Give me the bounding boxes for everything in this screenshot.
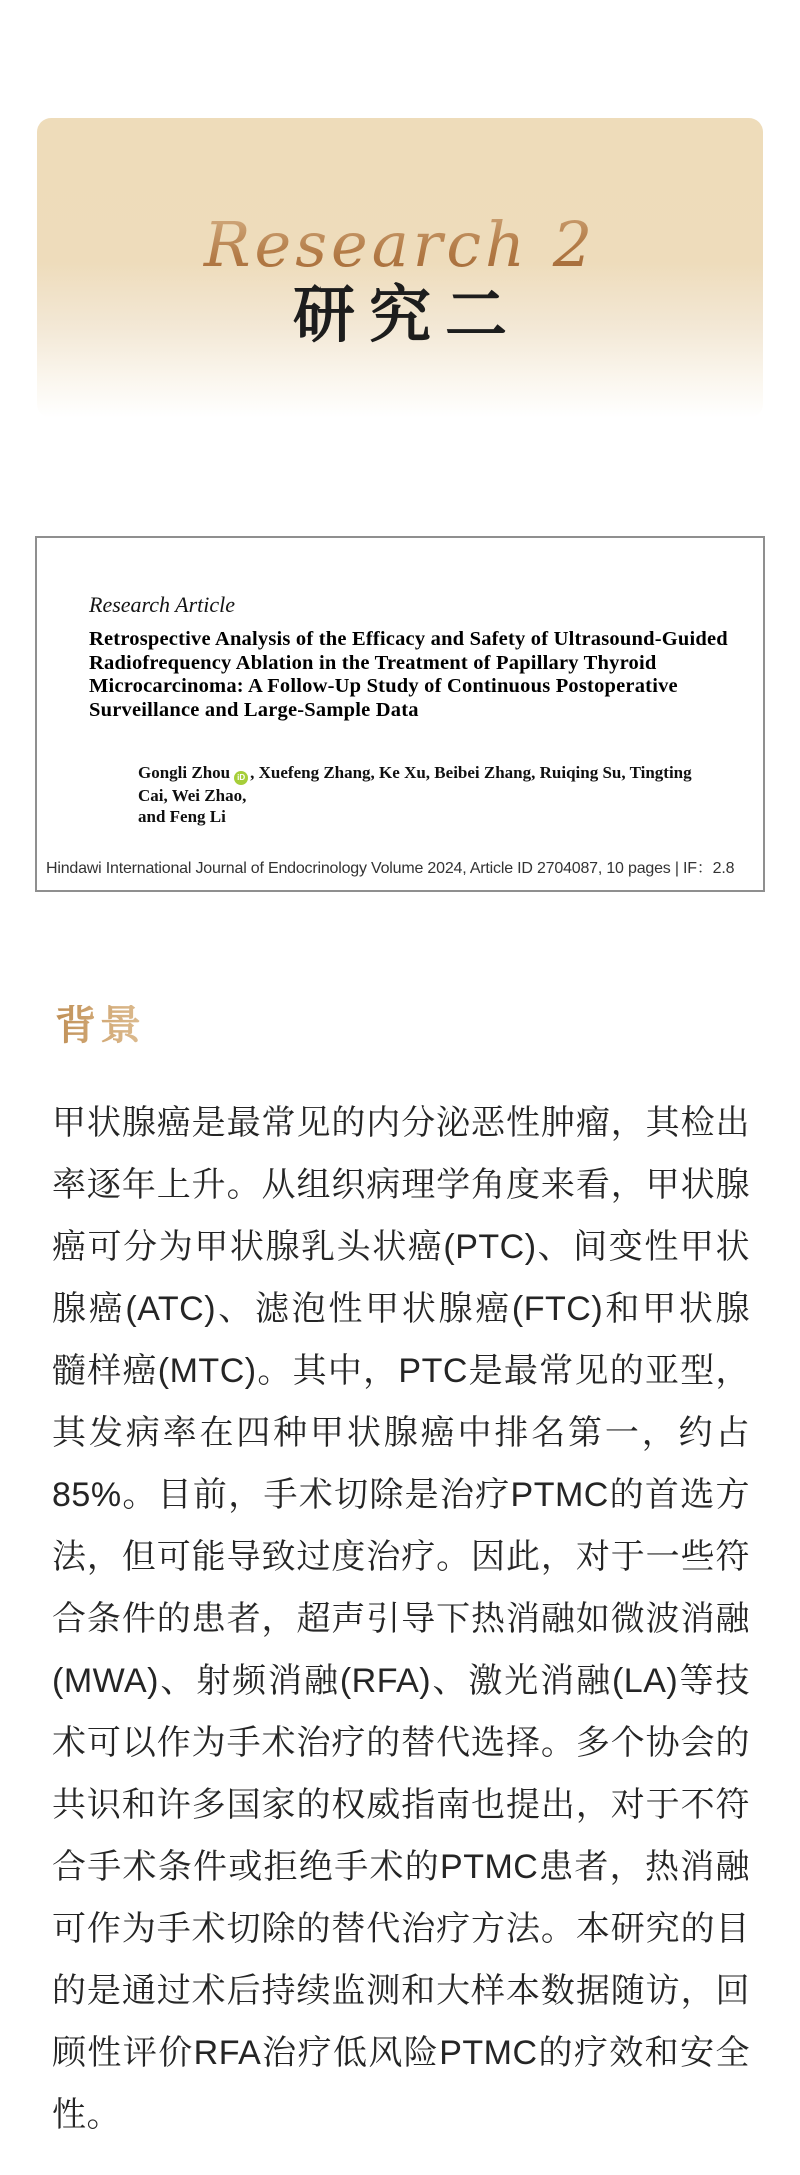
authors-rest: , Xuefeng Zhang, Ke Xu, Beibei Zhang, Ruiqing Su, Tingting Cai, Wei Zhao, (138, 763, 692, 805)
section-heading-background: 背景 (55, 1002, 145, 1048)
authors-line2: and Feng Li (138, 806, 226, 826)
orcid-icon: iD (234, 771, 248, 785)
hero-title-chinese: 研究二 (292, 282, 521, 350)
hero-title-english: Research 2 (37, 214, 763, 276)
journal-citation: Hindawi International Journal of Endocrinology Volume 2024, Article ID 2704087, 10 pages | IF：2.8 (46, 860, 735, 877)
author-first: Gongli Zhou (138, 763, 231, 782)
hero-banner (37, 118, 763, 418)
background-paragraph: 甲状腺癌是最常见的内分泌恶性肿瘤，其检出率逐年上升。从组织病理学角度来看，甲状腺癌可分为甲状腺乳头状癌(PTC)、间变性甲状腺癌(ATC)、滤泡性甲状腺癌(FTC)和甲状腺髓样癌(MTC)。其中，PTC是最常见的亚型，其发病率在四种甲状腺癌中排名第一，约占85%。目前，手术切除是治疗PTMC的首选方法，但可能导致过度治疗。因此，对于一些符合条件的患者，超声引导下热消融如微波消融(MWA)、射频消融(RFA)、激光消融(LA)等技术可以作为手术治疗的替代选择。多个协会的共识和许多国家的权威指南也提出，对于不符合手术条件或拒绝手术的PTMC患者，热消融可作为手术切除的替代治疗方法。本研究的目的是通过术后持续监测和大样本数据随访，回顾性评价RFA治疗低风险PTMC的疗效和安全性。 (52, 1104, 750, 2134)
article-type-label: Research Article (89, 592, 236, 617)
article-title: Retrospective Analysis of the Efficacy and Safety of Ultrasound-Guided Radiofrequency Ablation in the Treatment of Papillary Thyroid Microcarcinoma: A Follow-Up Study of Continuous Postoperative Surveillance and Large-Sample Data (89, 628, 728, 721)
article-citation-card (35, 536, 765, 892)
article-authors (138, 762, 719, 827)
